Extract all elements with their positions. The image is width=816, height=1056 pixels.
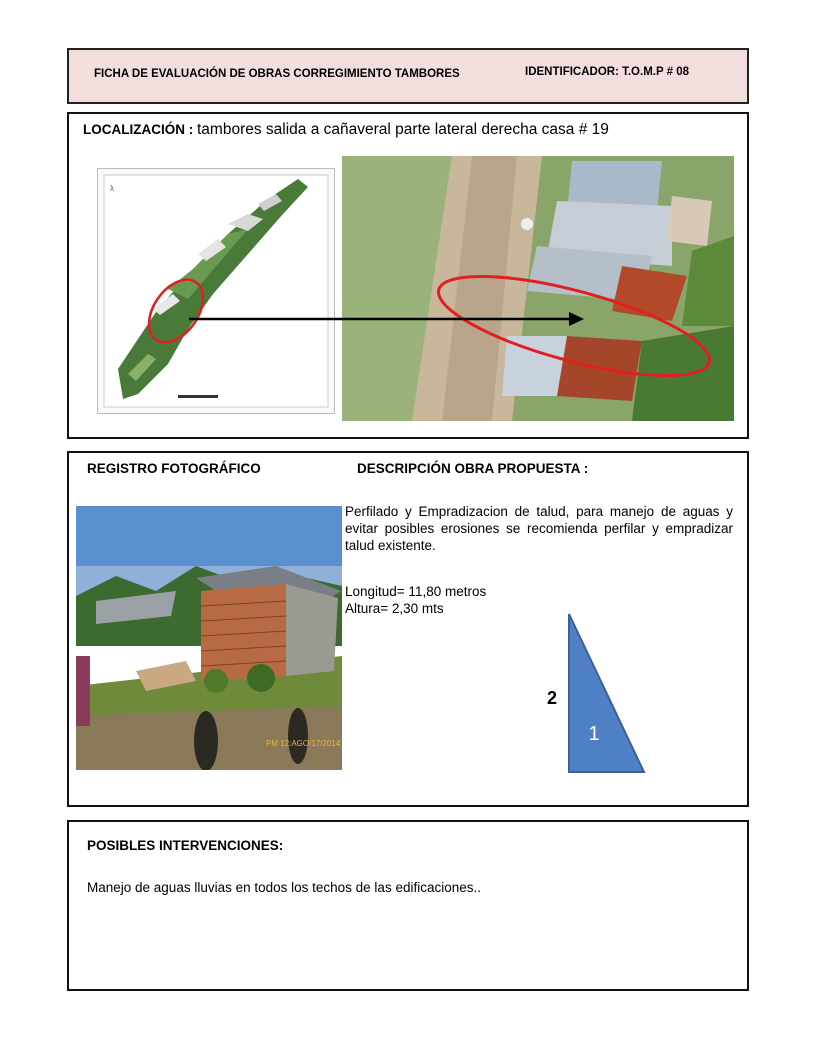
slope-diagram — [544, 608, 654, 778]
slope-vertical-label: 2 — [546, 688, 558, 708]
registro-heading: REGISTRO FOTOGRÁFICO — [87, 461, 261, 476]
photo-timestamp: PM 12:AGO/17/2014 — [266, 739, 341, 748]
descripcion-heading: DESCRIPCIÓN OBRA PROPUESTA : — [357, 461, 589, 476]
site-photo-graphic — [76, 506, 342, 770]
descripcion-paragraph: Perfilado y Empradizacion de talud, para manejo de aguas y evitar posibles erosiones se recomienda perfilar y empradizar talud existente. — [345, 504, 733, 553]
measurements — [345, 583, 486, 617]
registro-section — [67, 451, 749, 807]
longitud-value: Longitud= 11,80 metros — [345, 584, 487, 599]
localizacion-section — [67, 112, 749, 439]
intervenciones-section — [67, 820, 749, 991]
localizacion-text: tambores salida a cañaveral parte lateral derecha casa # 19 — [197, 121, 609, 138]
header-box — [67, 48, 749, 104]
svg-text:λ: λ — [110, 184, 114, 193]
document-title: FICHA DE EVALUACIÓN DE OBRAS CORREGIMIENTO TAMBORES — [94, 68, 460, 80]
descripcion-text — [345, 503, 733, 554]
intervenciones-heading: POSIBLES INTERVENCIONES: — [87, 838, 284, 853]
identifier-label: IDENTIFICADOR: T.O.M.P # 08 — [525, 66, 690, 78]
slope-triangle — [569, 614, 644, 772]
intervenciones-text: Manejo de aguas lluvias en todos los techos de las edificaciones.. — [87, 880, 481, 895]
localizacion-label: LOCALIZACIÓN : — [83, 122, 197, 137]
site-photo — [76, 506, 342, 770]
altura-value: Altura= 2,30 mts — [345, 601, 444, 616]
location-arrow — [69, 114, 751, 441]
slope-horizontal-label: 1 — [588, 723, 600, 745]
